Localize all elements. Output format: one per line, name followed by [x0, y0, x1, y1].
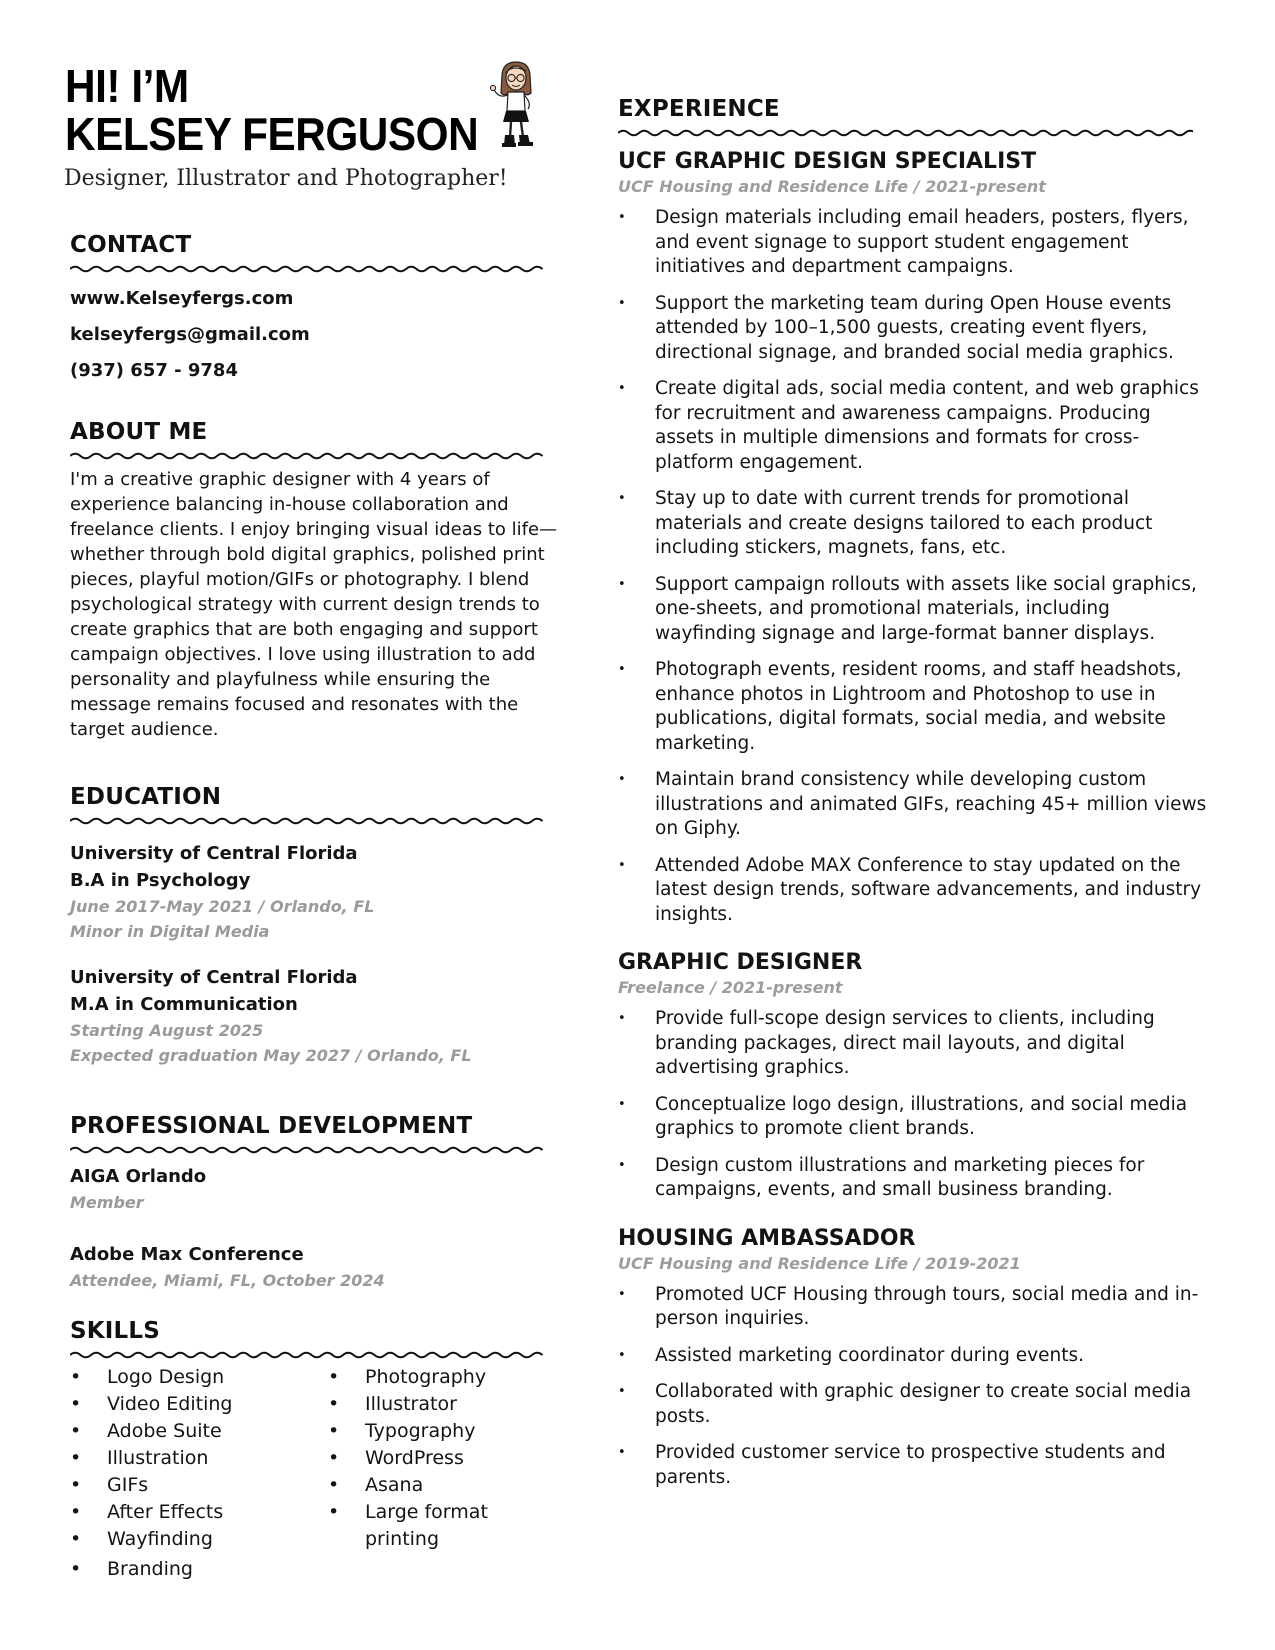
education-entry — [70, 964, 570, 1068]
job-meta: Freelance / 2021-present — [618, 978, 843, 997]
skill-item: • Illustrator — [328, 1391, 528, 1418]
job-entry — [618, 148, 1208, 927]
job-bullet: • Stay up to date with current trends for promotional materials and create designs tailored to each product including stickers, magnets, fans, etc. — [618, 487, 1208, 561]
job-bullet: • Conceptualize logo design, illustrations, and social media graphics to promote client brands. — [618, 1093, 1208, 1142]
skills-column-2 — [328, 1364, 528, 1583]
job-title: GRAPHIC DESIGNER — [618, 950, 863, 975]
skill-item: • Large format printing — [328, 1499, 528, 1553]
skill-item: • Photography — [328, 1364, 528, 1391]
skills-lists — [70, 1364, 570, 1583]
job-bullet: • Provided customer service to prospective students and parents. — [618, 1441, 1208, 1490]
education-entry — [70, 840, 570, 944]
job-bullet: • Collaborated with graphic designer to create social media posts. — [618, 1380, 1208, 1429]
education-heading: EDUCATION — [70, 784, 222, 810]
job-title: UCF GRAPHIC DESIGN SPECIALIST — [618, 149, 1037, 174]
prodev-wave-divider — [70, 1145, 545, 1155]
education-section — [70, 784, 570, 1068]
prodev-meta: Member — [70, 1193, 144, 1212]
contact-section — [70, 232, 570, 382]
job-bullet: • Design materials including email headers, posters, flyers, and event signage to support student engagement initiatives and department campaigns. — [618, 206, 1208, 280]
experience-heading: EXPERIENCE — [618, 96, 780, 122]
experience-wave-divider — [618, 128, 1193, 138]
skills-section — [70, 1318, 570, 1583]
job-bullet: • Attended Adobe MAX Conference to stay updated on the latest design trends, software advancements, and industry insights. — [618, 854, 1208, 928]
skills-heading: SKILLS — [70, 1318, 161, 1344]
skill-item: • Typography — [328, 1418, 528, 1445]
about-section — [70, 419, 570, 742]
job-bullet: • Photograph events, resident rooms, and staff headshots, enhance photos in Lightroom and Photoshop to use in publications, digital formats, social media, and website marketing. — [618, 658, 1208, 756]
job-bullet: • Maintain brand consistency while developing custom illustrations and animated GIFs, reaching 45+ million views on Giphy. — [618, 768, 1208, 842]
tagline: Designer, Illustrator and Photographer! — [64, 166, 508, 191]
edu-school: University of Central Florida — [70, 843, 358, 864]
skills-wave-divider — [70, 1350, 545, 1360]
about-text: I'm a creative graphic designer with 4 years of experience balancing in-house collaboration and freelance clients. I enjoy bringing visual ideas to life—whether through bold digital graphics, polished print pieces, playful motion/GIFs or photography. I blend psychological strategy with current design trends to create graphics that are both engaging and support campaign objectives. I love using illustration to add personality and playfulness while ensuring the message remains focused and resonates with the target audience. — [70, 469, 558, 740]
job-bullets — [618, 206, 1208, 927]
job-bullet: • Assisted marketing coordinator during events. — [618, 1344, 1208, 1369]
job-entry — [618, 1225, 1208, 1491]
education-wave-divider — [70, 816, 545, 826]
skill-item: • WordPress — [328, 1445, 528, 1472]
name-line-1: HI! I’M — [65, 60, 189, 112]
edu-dates: June 2017-May 2021 / Orlando, FL — [70, 897, 375, 916]
prodev-section — [70, 1113, 570, 1293]
prodev-meta: Attendee, Miami, FL, October 2024 — [70, 1271, 385, 1290]
skill-item: • Asana — [328, 1472, 528, 1499]
about-wave-divider — [70, 451, 545, 461]
skill-item: • Branding — [70, 1556, 328, 1583]
prodev-heading: PROFESSIONAL DEVELOPMENT — [70, 1113, 473, 1139]
skills-column-1 — [70, 1364, 328, 1583]
email-link[interactable]: kelseyfergs@gmail.com — [70, 324, 310, 345]
website-link[interactable]: www.Kelseyfergs.com — [70, 288, 294, 309]
job-bullet: • Provide full-scope design services to clients, including branding packages, direct mail layouts, and digital advertising graphics. — [618, 1007, 1208, 1081]
edu-expected: Expected graduation May 2027 / Orlando, FL — [70, 1046, 472, 1065]
skill-item: • Illustration — [70, 1445, 328, 1472]
job-bullet: • Support campaign rollouts with assets like social graphics, one-sheets, and promotional materials, including wayfinding signage and large-format banner displays. — [618, 573, 1208, 647]
skill-item: • Video Editing — [70, 1391, 328, 1418]
job-bullets — [618, 1283, 1208, 1491]
job-entry — [618, 949, 1208, 1203]
about-heading: ABOUT ME — [70, 419, 208, 445]
name-line-2: KELSEY FERGUSON — [65, 108, 479, 160]
prodev-entry — [70, 1241, 570, 1293]
job-bullet: • Support the marketing team during Open House events attended by 100–1,500 guests, creating event flyers, directional signage, and branded social media graphics. — [618, 292, 1208, 366]
left-column — [64, 60, 570, 1580]
skill-item: • Wayfinding — [70, 1526, 328, 1553]
prodev-title: Adobe Max Conference — [70, 1244, 304, 1265]
skill-item: • Adobe Suite — [70, 1418, 328, 1445]
edu-dates: Starting August 2025 — [70, 1021, 264, 1040]
right-column — [618, 96, 1208, 1490]
edu-minor: Minor in Digital Media — [70, 922, 270, 941]
skill-item: • Logo Design — [70, 1364, 328, 1391]
job-bullet: • Promoted UCF Housing through tours, social media and in-person inquiries. — [618, 1283, 1208, 1332]
job-bullet: • Create digital ads, social media content, and web graphics for recruitment and awareness campaigns. Producing assets in multiple dimensions and formats for cross-platform engagement. — [618, 377, 1208, 475]
job-title: HOUSING AMBASSADOR — [618, 1225, 916, 1251]
contact-heading: CONTACT — [70, 232, 192, 258]
header — [64, 60, 570, 191]
skill-item: • After Effects — [70, 1499, 328, 1526]
skill-item: • GIFs — [70, 1472, 328, 1499]
job-meta: UCF Housing and Residence Life / 2019-2021 — [618, 1253, 1021, 1273]
contact-wave-divider — [70, 264, 545, 274]
edu-degree: M.A in Communication — [70, 994, 298, 1015]
prodev-entry — [70, 1163, 570, 1215]
job-bullet: • Design custom illustrations and marketing pieces for campaigns, events, and small business branding. — [618, 1154, 1208, 1203]
edu-school: University of Central Florida — [70, 967, 358, 988]
prodev-title: AIGA Orlando — [70, 1166, 207, 1187]
phone-number: (937) 657 - 9784 — [70, 360, 238, 381]
edu-degree: B.A in Psychology — [70, 870, 251, 891]
job-meta: UCF Housing and Residence Life / 2021-present — [618, 177, 1046, 196]
avatar-illustration — [482, 59, 552, 151]
job-bullets — [618, 1007, 1208, 1203]
